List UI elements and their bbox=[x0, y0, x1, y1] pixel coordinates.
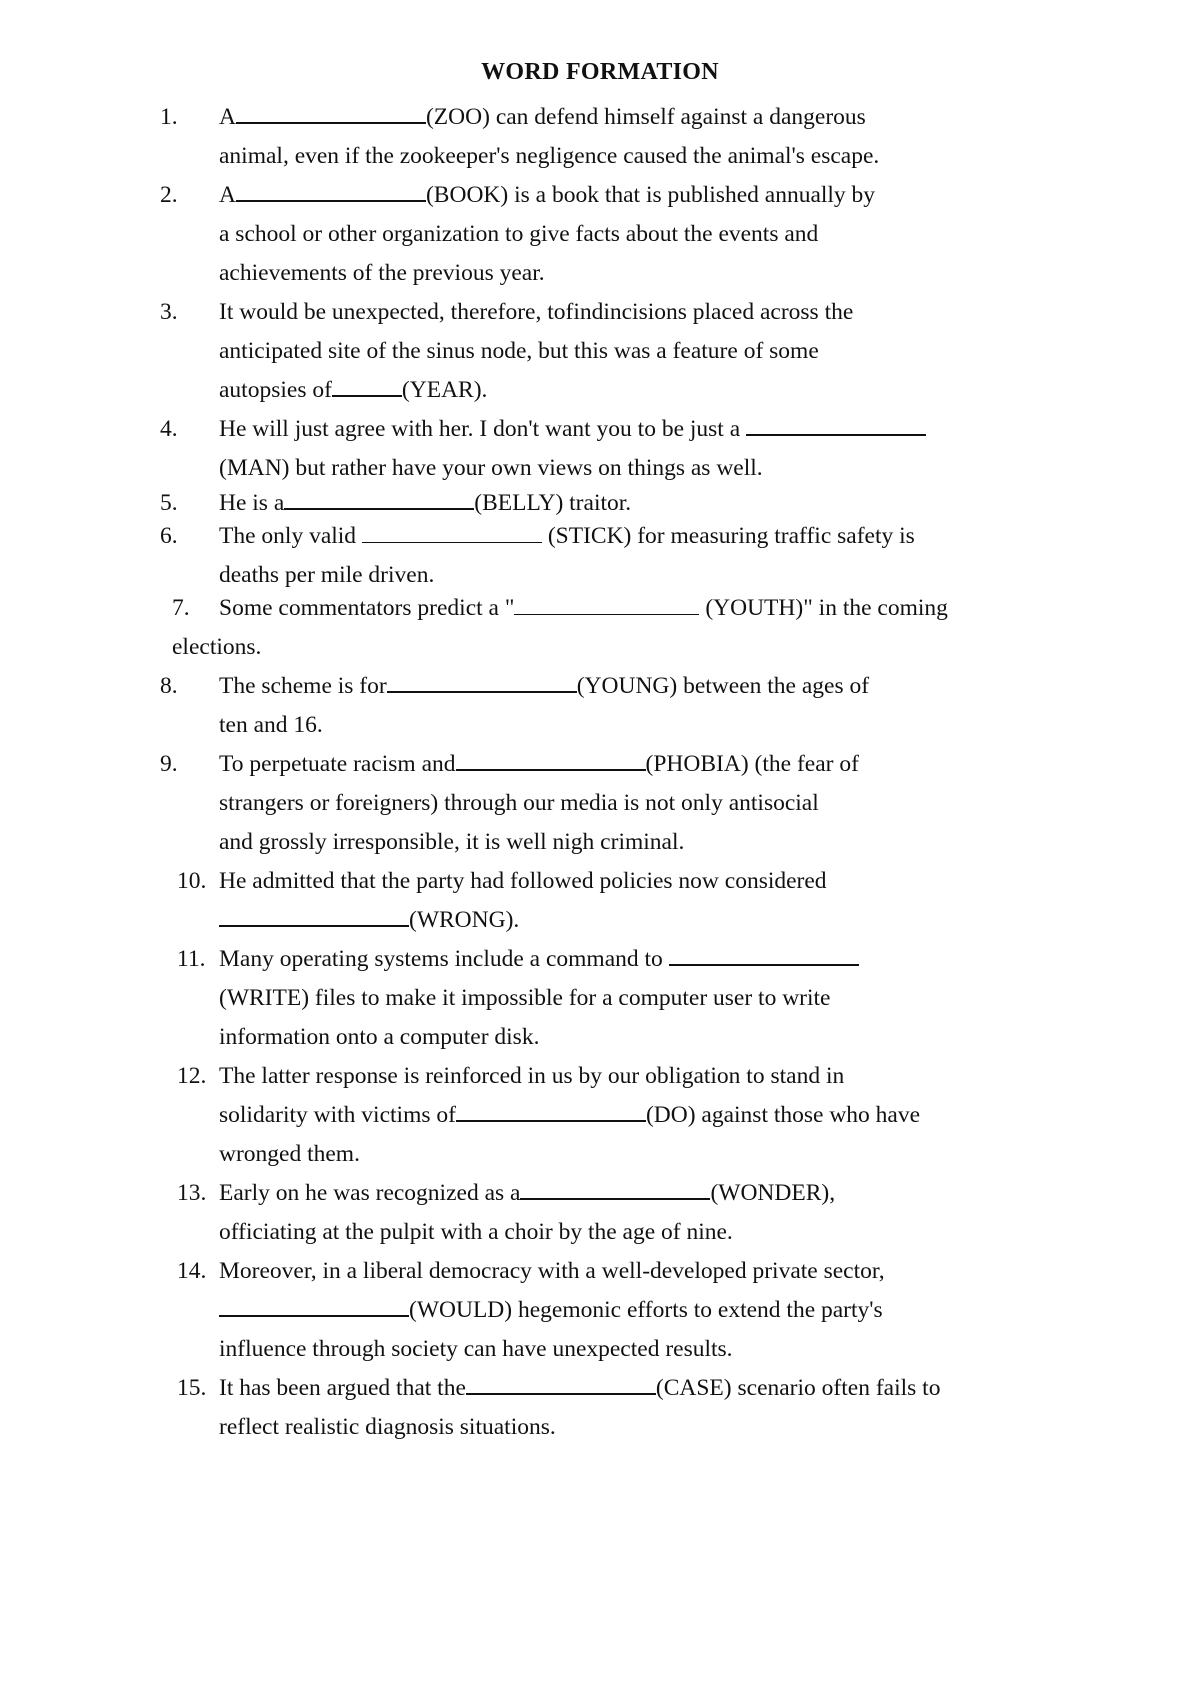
answer-blank[interactable] bbox=[284, 486, 474, 510]
item-text: Moreover, in a liberal democracy with a well-developed private sector, bbox=[219, 1258, 885, 1284]
item-text: It would be unexpected, therefore, tofindincisions placed across the bbox=[219, 299, 854, 325]
item-text: Many operating systems include a command to bbox=[219, 946, 669, 972]
exercise-item-14 bbox=[0, 1252, 1200, 1369]
item-continuation: achievements of the previous year. bbox=[219, 260, 545, 286]
item-text: traitor. bbox=[563, 490, 632, 516]
answer-blank[interactable] bbox=[466, 1371, 656, 1395]
exercise-item-10 bbox=[0, 862, 1200, 940]
answer-blank[interactable] bbox=[219, 903, 409, 927]
answer-blank[interactable] bbox=[387, 669, 577, 693]
answer-blank[interactable] bbox=[332, 373, 402, 397]
item-text: Early on he was recognized as a bbox=[219, 1180, 521, 1206]
exercise-item-11 bbox=[0, 940, 1200, 1057]
item-continuation: and grossly irresponsible, it is well nigh criminal. bbox=[219, 829, 685, 855]
item-keyword: (ZOO) bbox=[425, 104, 490, 130]
item-text: autopsies of bbox=[219, 377, 332, 403]
item-text: hegemonic efforts to extend the party's bbox=[512, 1297, 883, 1323]
item-text: Some commentators predict a " bbox=[219, 595, 515, 621]
item-number: 5. bbox=[160, 490, 178, 516]
item-continuation: elections. bbox=[172, 634, 262, 660]
item-keyword: (BELLY) bbox=[474, 490, 564, 516]
exercise-item-12 bbox=[0, 1057, 1200, 1174]
answer-blank[interactable] bbox=[219, 1293, 409, 1317]
item-text: It has been argued that the bbox=[219, 1375, 466, 1401]
answer-blank[interactable] bbox=[362, 520, 542, 543]
item-number: 2. bbox=[160, 182, 178, 208]
item-text: A bbox=[219, 104, 236, 130]
item-continuation: reflect realistic diagnosis situations. bbox=[219, 1414, 556, 1440]
exercise-item-1 bbox=[0, 98, 1200, 176]
answer-blank[interactable] bbox=[746, 412, 926, 436]
exercise-item-8 bbox=[0, 667, 1200, 745]
item-text: A bbox=[219, 182, 236, 208]
item-text: (the fear of bbox=[748, 751, 859, 777]
item-keyword: (YEAR). bbox=[401, 377, 488, 403]
item-number: 6. bbox=[160, 523, 178, 549]
item-continuation bbox=[219, 371, 1080, 410]
item-continuation: anticipated site of the sinus node, but this was a feature of some bbox=[219, 338, 819, 364]
item-continuation: officiating at the pulpit with a choir by the age of nine. bbox=[219, 1219, 733, 1245]
item-text: He admitted that the party had followed policies now considered bbox=[219, 868, 827, 894]
answer-blank[interactable] bbox=[236, 178, 426, 202]
item-keyword: (STICK) bbox=[541, 523, 632, 549]
item-text: scenario often fails to bbox=[731, 1375, 941, 1401]
item-text: can defend himself against a dangerous bbox=[489, 104, 866, 130]
item-text: in the coming bbox=[812, 595, 948, 621]
item-number: 9. bbox=[160, 751, 178, 777]
item-number: 8. bbox=[160, 673, 178, 699]
item-number: 14. bbox=[177, 1258, 207, 1284]
exercise-item-7 bbox=[0, 589, 1200, 667]
item-keyword: (DO) bbox=[645, 1102, 696, 1128]
item-keyword: (WRONG). bbox=[409, 907, 520, 933]
item-number: 12. bbox=[177, 1063, 207, 1089]
item-text bbox=[219, 940, 1080, 979]
item-keyword: (WOULD) bbox=[409, 1297, 513, 1323]
exercise-item-2 bbox=[0, 176, 1200, 293]
item-number: 3. bbox=[160, 299, 178, 325]
item-text: is a book that is published annually by bbox=[508, 182, 876, 208]
answer-blank[interactable] bbox=[456, 1098, 646, 1122]
item-continuation: animal, even if the zookeeper's negligence caused the animal's escape. bbox=[219, 143, 880, 169]
item-continuation: (MAN) but rather have your own views on things as well. bbox=[219, 455, 763, 481]
exercise-item-15 bbox=[0, 1369, 1200, 1447]
exercise-item-3 bbox=[0, 293, 1200, 410]
item-keyword: (PHOBIA) bbox=[645, 751, 749, 777]
exercise-item-6 bbox=[0, 517, 1200, 595]
item-number: 11. bbox=[177, 946, 206, 972]
answer-blank[interactable] bbox=[514, 592, 699, 615]
answer-blank[interactable] bbox=[236, 100, 426, 124]
item-keyword: (CASE) bbox=[655, 1375, 732, 1401]
item-continuation: information onto a computer disk. bbox=[219, 1024, 540, 1050]
item-keyword: (YOUTH)" bbox=[699, 595, 813, 621]
item-number: 15. bbox=[177, 1375, 207, 1401]
item-text: for measuring traffic safety is bbox=[631, 523, 915, 549]
item-continuation bbox=[219, 901, 1080, 940]
item-number: 7. bbox=[172, 595, 190, 621]
exercise-item-13 bbox=[0, 1174, 1200, 1252]
item-text: The scheme is for bbox=[219, 673, 387, 699]
answer-blank[interactable] bbox=[456, 747, 646, 771]
item-continuation: influence through society can have unexpected results. bbox=[219, 1336, 733, 1362]
page-title: WORD FORMATION bbox=[481, 59, 719, 85]
item-number: 13. bbox=[177, 1180, 207, 1206]
answer-blank[interactable] bbox=[669, 942, 859, 966]
item-text: between the ages of bbox=[677, 673, 870, 699]
item-continuation bbox=[219, 1096, 1080, 1135]
item-keyword: (YOUNG) bbox=[576, 673, 678, 699]
item-continuation: deaths per mile driven. bbox=[219, 562, 435, 588]
item-text: He is a bbox=[219, 490, 285, 516]
answer-blank[interactable] bbox=[520, 1176, 710, 1200]
item-number: 10. bbox=[177, 868, 207, 894]
item-keyword: (BOOK) bbox=[425, 182, 509, 208]
item-number: 4. bbox=[160, 416, 178, 442]
item-number: 1. bbox=[160, 104, 178, 130]
exercise-item-4 bbox=[0, 410, 1200, 488]
item-text: The only valid bbox=[219, 523, 362, 549]
item-keyword: (WONDER), bbox=[710, 1180, 836, 1206]
item-continuation: a school or other organization to give facts about the events and bbox=[219, 221, 819, 247]
item-text: The latter response is reinforced in us by our obligation to stand in bbox=[219, 1063, 845, 1089]
item-continuation: wronged them. bbox=[219, 1141, 360, 1167]
item-text bbox=[219, 410, 1080, 449]
item-text: To perpetuate racism and bbox=[219, 751, 456, 777]
exercise-item-9 bbox=[0, 745, 1200, 862]
item-text: against those who have bbox=[695, 1102, 921, 1128]
item-continuation: ten and 16. bbox=[219, 712, 323, 738]
item-text: He will just agree with her. I don't want you to be just a bbox=[219, 416, 747, 442]
item-continuation bbox=[219, 1291, 1080, 1330]
item-continuation: (WRITE) files to make it impossible for a computer user to write bbox=[219, 985, 831, 1011]
item-text: solidarity with victims of bbox=[219, 1102, 456, 1128]
item-continuation: strangers or foreigners) through our media is not only antisocial bbox=[219, 790, 819, 816]
exercise-list bbox=[0, 98, 1200, 1447]
